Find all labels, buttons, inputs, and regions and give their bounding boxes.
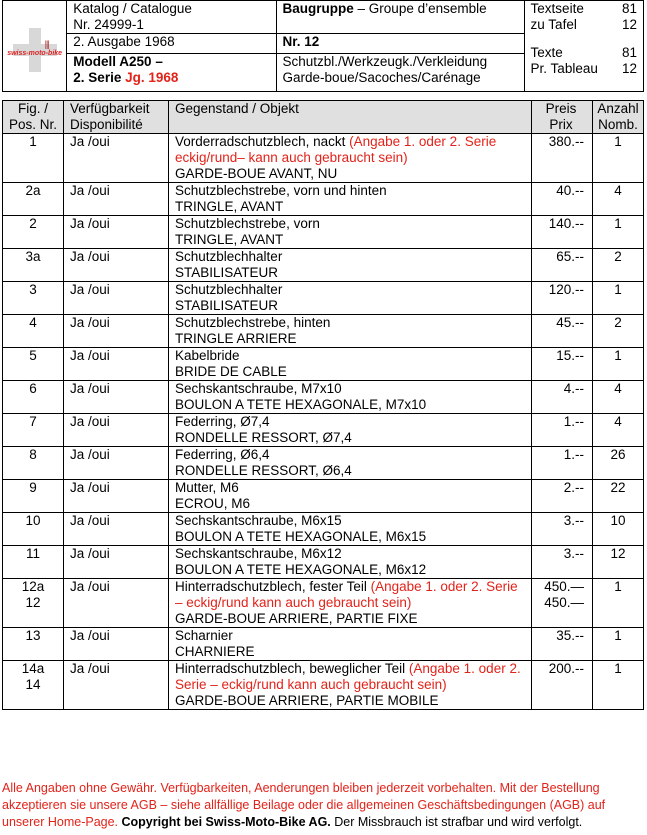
object-name-de: Kabelbride — [175, 348, 240, 363]
price: 120.-- — [532, 282, 593, 315]
position-number: 1 — [3, 134, 64, 183]
table-row — [3, 134, 644, 183]
table-header-row — [3, 101, 644, 134]
price: 35.-- — [532, 628, 593, 661]
object-description — [169, 480, 532, 513]
object-name-fr: BRIDE DE CABLE — [175, 364, 287, 379]
table-row — [3, 216, 644, 249]
group-number: Nr. 12 — [276, 34, 524, 54]
position-number: 6 — [3, 381, 64, 414]
logo-cell — [3, 1, 67, 92]
object-name-fr: TRINGLE, AVANT — [175, 232, 284, 247]
object-note: (Angabe 1. oder 2. Serie eckig/rund– kann auch gebraucht sein) — [175, 134, 497, 165]
object-description — [169, 546, 532, 579]
col-fig: Fig. / Pos. Nr. — [3, 101, 64, 134]
quantity: 2 — [593, 315, 644, 348]
col-object: Gegenstand / Objekt — [169, 101, 532, 134]
price: 380.-- — [532, 134, 593, 183]
parts-table — [2, 100, 644, 710]
legal-footer: Alle Angaben ohne Gewähr. Verfügbarkeiten, Aenderungen bleiben jederzeit vorbehalten. Mit der Bestellung akzeptieren sie unsere AGB – siehe allfällige Beilage oder die allgemeinen Geschäftsbedingungen (AGB) auf unserer Home-Page. Copyright bei Swiss-Moto-Bike AG. Der Missbrauch ist strafbar und wird verfolgt. — [2, 781, 606, 829]
object-name-fr: TRINGLE, AVANT — [175, 199, 284, 214]
object-name-de: Schutzblechstrebe, vorn und hinten — [175, 183, 387, 198]
object-name-fr: STABILISATEUR — [175, 298, 279, 313]
table-row — [3, 546, 644, 579]
object-name-fr: ECROU, M6 — [175, 496, 251, 511]
availability: Ja /oui — [64, 661, 169, 710]
group-title: Baugruppe – Groupe d’ensemble — [276, 1, 524, 34]
catalog-label: Katalog / Catalogue — [73, 1, 192, 16]
position-number: 10 — [3, 513, 64, 546]
position-number: 4 — [3, 315, 64, 348]
object-name-de: Sechskantschraube, M6x15 — [175, 513, 342, 528]
quantity: 1 — [593, 661, 644, 710]
model-info: Modell A250 – 2. Serie Jg. 1968 — [67, 53, 276, 91]
table-row — [3, 628, 644, 661]
object-name-fr: RONDELLE RESSORT, Ø7,4 — [175, 430, 352, 445]
object-name-de: Federring, Ø6,4 — [175, 447, 270, 462]
object-description — [169, 216, 532, 249]
object-name-fr: RONDELLE RESSORT, Ø6,4 — [175, 463, 352, 478]
price: 3.-- — [532, 513, 593, 546]
quantity: 4 — [593, 414, 644, 447]
position-number: 9 — [3, 480, 64, 513]
object-name-fr: CHARNIERE — [175, 644, 255, 659]
object-description — [169, 447, 532, 480]
table-row — [3, 183, 644, 216]
quantity: 22 — [593, 480, 644, 513]
object-name-de: Vorderradschutzblech, nackt — [175, 134, 350, 149]
availability: Ja /oui — [64, 183, 169, 216]
object-description — [169, 183, 532, 216]
group-description: Schutzbl./Werkzeugk./Verkleidung Garde-boue/Sacoches/Carénage — [276, 53, 524, 91]
table-row — [3, 315, 644, 348]
catalog-info — [67, 1, 276, 34]
object-name-de: Federring, Ø7,4 — [175, 414, 270, 429]
quantity: 1 — [593, 579, 644, 628]
object-description — [169, 348, 532, 381]
price: 40.-- — [532, 183, 593, 216]
table-row — [3, 513, 644, 546]
table-row — [3, 381, 644, 414]
price: 450.— 450.— — [532, 579, 593, 628]
object-name-fr: GARDE-BOUE ARRIERE, PARTIE FIXE — [175, 611, 418, 626]
availability: Ja /oui — [64, 216, 169, 249]
col-price: Preis Prix — [532, 101, 593, 134]
object-description — [169, 579, 532, 628]
position-number: 13 — [3, 628, 64, 661]
price: 140.-- — [532, 216, 593, 249]
availability: Ja /oui — [64, 546, 169, 579]
position-number: 8 — [3, 447, 64, 480]
table-row — [3, 661, 644, 710]
table-row — [3, 348, 644, 381]
object-description — [169, 249, 532, 282]
object-description — [169, 414, 532, 447]
availability: Ja /oui — [64, 134, 169, 183]
page-reference: Textseite 81 zu Tafel 12 Texte 81 Pr. Tableau 12 — [524, 1, 643, 92]
table-row — [3, 447, 644, 480]
object-name-fr: STABILISATEUR — [175, 265, 279, 280]
object-name-de: Schutzblechstrebe, hinten — [175, 315, 331, 330]
quantity: 10 — [593, 513, 644, 546]
object-name-de: Scharnier — [175, 628, 233, 643]
quantity: 1 — [593, 216, 644, 249]
quantity: 26 — [593, 447, 644, 480]
catalog-header — [2, 0, 644, 92]
availability: Ja /oui — [64, 249, 169, 282]
availability: Ja /oui — [64, 348, 169, 381]
col-quantity: Anzahl Nomb. — [593, 101, 644, 134]
price: 3.-- — [532, 546, 593, 579]
position-number: 3a — [3, 249, 64, 282]
object-name-fr: TRINGLE ARRIERE — [175, 331, 297, 346]
object-name-fr: BOULON A TETE HEXAGONALE, M6x15 — [175, 529, 427, 544]
table-row — [3, 414, 644, 447]
price: 1.-- — [532, 447, 593, 480]
object-name-fr: GARDE-BOUE ARRIERE, PARTIE MOBILE — [175, 693, 439, 708]
position-number: 3 — [3, 282, 64, 315]
object-name-fr: GARDE-BOUE AVANT, NU — [175, 166, 338, 181]
availability: Ja /oui — [64, 480, 169, 513]
price: 65.-- — [532, 249, 593, 282]
object-name-de: Sechskantschraube, M7x10 — [175, 381, 342, 396]
swiss-moto-bike-logo: ||| swiss-moto-bike — [7, 18, 63, 74]
quantity: 12 — [593, 546, 644, 579]
availability: Ja /oui — [64, 628, 169, 661]
quantity: 4 — [593, 381, 644, 414]
price: 15.-- — [532, 348, 593, 381]
object-description — [169, 315, 532, 348]
object-note: (Angabe 1. oder 2. Serie – eckig/rund kann auch gebraucht sein) — [175, 661, 521, 692]
table-row — [3, 249, 644, 282]
position-number: 2 — [3, 216, 64, 249]
object-name-fr: BOULON A TETE HEXAGONALE, M7x10 — [175, 397, 427, 412]
availability: Ja /oui — [64, 381, 169, 414]
object-description — [169, 628, 532, 661]
table-row — [3, 480, 644, 513]
availability: Ja /oui — [64, 282, 169, 315]
quantity: 4 — [593, 183, 644, 216]
catalog-number: Nr. 24999-1 — [73, 17, 144, 32]
col-availability: Verfügbarkeit Disponibilité — [64, 101, 169, 134]
object-description — [169, 282, 532, 315]
object-name-de: Mutter, M6 — [175, 480, 239, 495]
quantity: 1 — [593, 282, 644, 315]
price: 2.-- — [532, 480, 593, 513]
quantity: 1 — [593, 134, 644, 183]
position-number: 5 — [3, 348, 64, 381]
position-number: 11 — [3, 546, 64, 579]
quantity: 1 — [593, 628, 644, 661]
availability: Ja /oui — [64, 447, 169, 480]
object-description — [169, 381, 532, 414]
table-row — [3, 282, 644, 315]
position-number: 12a 12 — [3, 579, 64, 628]
object-name-de: Schutzblechhalter — [175, 282, 283, 297]
position-number: 14a 14 — [3, 661, 64, 710]
object-name-de: Schutzblechstrebe, vorn — [175, 216, 320, 231]
availability: Ja /oui — [64, 579, 169, 628]
position-number: 7 — [3, 414, 64, 447]
table-row — [3, 579, 644, 628]
quantity: 2 — [593, 249, 644, 282]
object-name-de: Sechskantschraube, M6x12 — [175, 546, 342, 561]
price: 200.-- — [532, 661, 593, 710]
object-name-de: Schutzblechhalter — [175, 249, 283, 264]
edition: 2. Ausgabe 1968 — [67, 34, 276, 54]
object-name-de: Hinterradschutzblech, fester Teil — [175, 579, 371, 594]
price: 45.-- — [532, 315, 593, 348]
price: 1.-- — [532, 414, 593, 447]
position-number: 2a — [3, 183, 64, 216]
object-name-de: Hinterradschutzblech, beweglicher Teil — [175, 661, 409, 676]
price: 4.-- — [532, 381, 593, 414]
object-name-fr: BOULON A TETE HEXAGONALE, M6x12 — [175, 562, 427, 577]
object-note: (Angabe 1. oder 2. Serie – eckig/rund kann auch gebraucht sein) — [175, 579, 518, 610]
availability: Ja /oui — [64, 315, 169, 348]
object-description — [169, 513, 532, 546]
availability: Ja /oui — [64, 513, 169, 546]
availability: Ja /oui — [64, 414, 169, 447]
quantity: 1 — [593, 348, 644, 381]
object-description — [169, 661, 532, 710]
object-description — [169, 134, 532, 183]
